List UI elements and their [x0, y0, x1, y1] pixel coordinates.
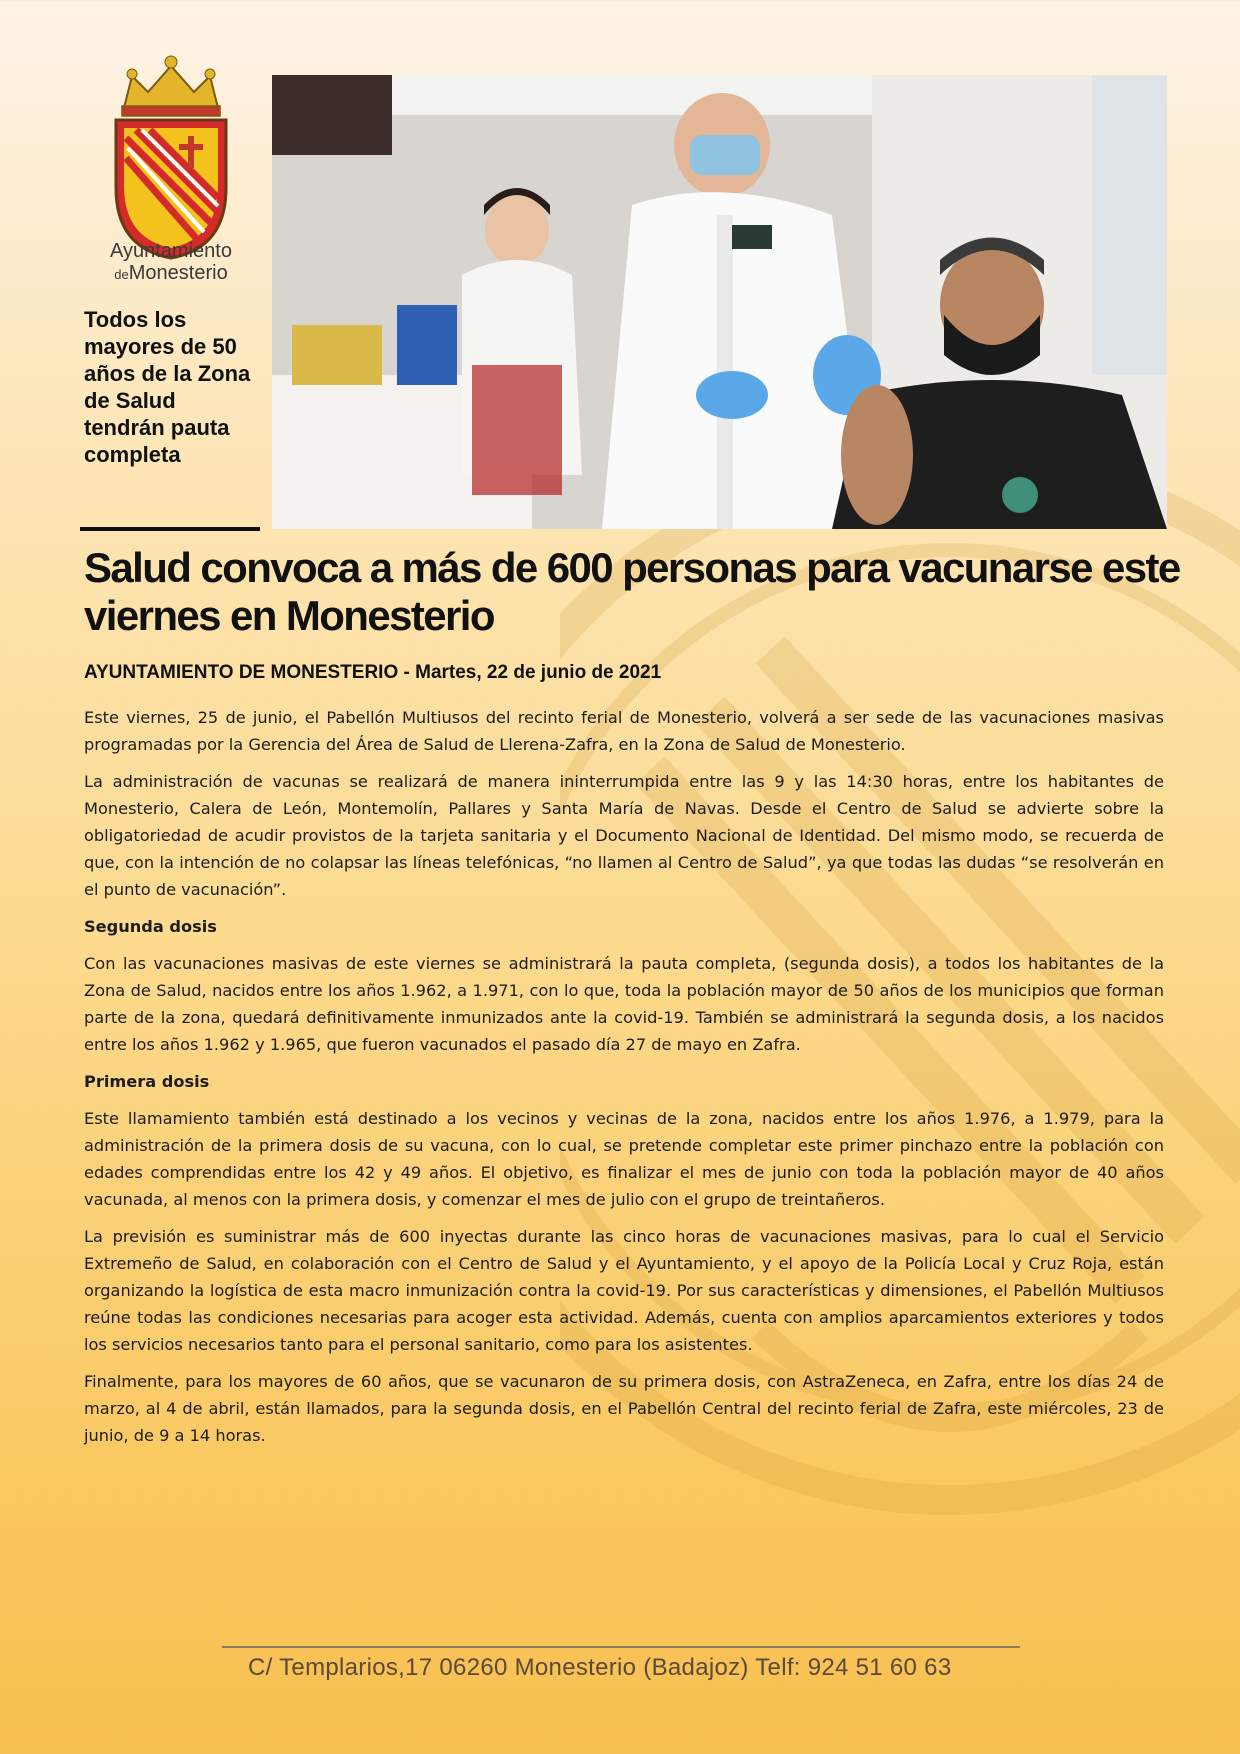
sidebar-title: Todos los mayores de 50 años de la Zona de Salud tendrán pauta completa: [84, 307, 251, 467]
article-paragraph: La administración de vacunas se realizará de manera ininterrumpida entre las 9 y las 14:30 horas, entre los habitantes de Monesterio, Calera de León, Montemolín, Pallares y Santa María de Navas. Desde el Centro de Salud se advierte sobre la obligatoriedad de acudir provistos de la tarjeta sanitaria y el Documento Nacional de Identidad. Del mismo modo, se recuerda de que, con la intención de no colapsar las líneas telefónicas, “no llamen al Centro de Salud”, ya que todas las dudas “se resolverán en el punto de vacunación”.: [84, 772, 1164, 899]
article-paragraph: Finalmente, para los mayores de 60 años, que se vacunaron de su primera dosis, con AstraZeneca, en Zafra, entre los días 24 de marzo, al 4 de abril, están llamados, para la segunda dosis, en el Pabellón Central del recinto ferial de Zafra, este miércoles, 23 de junio, de 9 a 14 horas.: [84, 1372, 1164, 1445]
article-paragraph: La previsión es suministrar más de 600 inyectas durante las cinco horas de vacunaciones masivas, para lo cual el Servicio Extremeño de Salud, en colaboración con el Centro de Salud y el Ayuntamiento, y el apoyo de la Policía Local y Cruz Roja, están organizando la logística de esta macro inmunización contra la covid-19. Por sus características y dimensiones, el Pabellón Multiusos reúne todas las condiciones necesarias para acoger esta actividad. Además, cuenta con amplios aparcamientos exteriores y todos los servicios necesarios tanto para el personal sanitario, como para los asistentes.: [84, 1227, 1164, 1354]
logo-text-monesterio: [96, 262, 246, 285]
logo-text-ayuntamiento: Ayuntamiento: [110, 240, 232, 262]
article-paragraph: Este viernes, 25 de junio, el Pabellón Multiusos del recinto ferial de Monesterio, volverá a ser sede de las vacunaciones masivas programadas por la Gerencia del Área de Salud de Llerena-Zafra, en la Zona de Salud de Monesterio.: [84, 708, 1164, 754]
section-heading-primera-dosis: Primera dosis: [84, 1072, 210, 1091]
section-heading-segunda-dosis: Segunda dosis: [84, 917, 217, 936]
logo-text-de: de: [114, 267, 129, 282]
headline: Salud convoca a más de 600 personas para vacunarse este viernes en Monesterio: [84, 544, 1180, 639]
article-paragraph: Con las vacunaciones masivas de este viernes se administrará la pauta completa, (segunda dosis), a todos los habitantes de la Zona de Salud, nacidos entre los años 1.962, a 1.971, con lo que, toda la población mayor de 50 años de los municipios que forman parte de la zona, quedará definitivamente inmunizados ante la covid-19. También se administrará la segunda dosis, a los nacidos entre los años 1.962 y 1.965, que fueron vacunados el pasado día 27 de mayo en Zafra.: [84, 954, 1164, 1054]
logo-text-name: Monesterio: [128, 262, 228, 284]
article-paragraph: Este llamamiento también está destinado a los vecinos y vecinas de la zona, nacidos entre los años 1.976, a 1.979, para la administración de la primera dosis de su vacuna, con lo cual, se pretende completar este primer pinchazo entre la población con edades comprendidas entre los 42 y 49 años. El objetivo, es finalizar el mes de junio con toda la población mayor de 40 años vacunada, al menos con la primera dosis, y comenzar el mes de julio con el grupo de treintañeros.: [84, 1109, 1164, 1209]
footer-address: C/ Templarios,17 06260 Monesterio (Badajoz) Telf: 924 51 60 63: [248, 1654, 952, 1681]
sidebar-divider: [80, 527, 260, 531]
byline: AYUNTAMIENTO DE MONESTERIO - Martes, 22 de junio de 2021: [84, 662, 662, 683]
byline-source: AYUNTAMIENTO DE MONESTERIO: [84, 662, 399, 683]
vaccination-photo: [272, 75, 1167, 529]
byline-date: Martes, 22 de junio de 2021: [415, 662, 662, 683]
footer-divider: [222, 1646, 1020, 1648]
article-body: [84, 704, 1164, 1459]
